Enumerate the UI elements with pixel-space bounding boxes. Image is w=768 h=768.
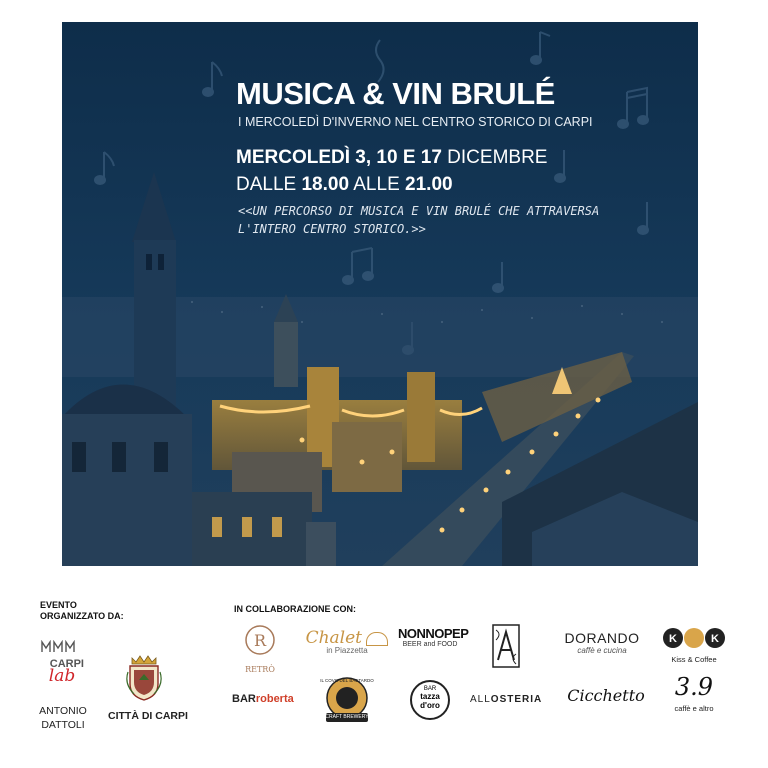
- carpi-lab-caption: [38, 704, 88, 732]
- cicchetto-label: Cicchetto: [567, 686, 645, 705]
- event-subtitle: I MERCOLEDÌ D'INVERNO NEL CENTRO STORICO DI CARPI: [238, 115, 593, 129]
- bar-roberta-name: roberta: [255, 693, 294, 705]
- organizer-header-line2: ORGANIZZATO DA:: [40, 611, 124, 621]
- event-dates-bold: MERCOLEDÌ 3, 10 E 17: [236, 147, 442, 168]
- partner-dorando-logo: [560, 630, 644, 655]
- event-poster: [62, 22, 698, 566]
- partner-bar-roberta-logo: [232, 693, 294, 705]
- event-hours: [236, 174, 453, 196]
- event-title: MUSICA & VIN BRULÉ: [236, 76, 555, 111]
- city-of-carpi-caption: CITTÀ DI CARPI: [108, 710, 188, 722]
- bar-roberta-bar: BAR: [232, 693, 256, 705]
- covo-label: IL COVO DEL BASTARDO: [320, 678, 374, 683]
- nonnopep-label: NONNOPEP: [398, 626, 469, 641]
- chalet-sublabel: in Piazzetta: [326, 646, 368, 655]
- organizer-header-line1: EVENTO: [40, 600, 77, 610]
- quote-line-1: <<UN PERCORSO DI MUSICA E VIN BRULÉ CHE ATTRAVERSA: [238, 204, 600, 218]
- carpi-lab-logo: [40, 640, 84, 686]
- retro-emblem-icon: [238, 624, 282, 660]
- hours-prefix: DALLE: [236, 174, 302, 195]
- allosteria-label: OSTERIA: [490, 694, 543, 705]
- carpi-lab-mark-icon: [40, 640, 84, 654]
- tre9-sublabel: caffè e altro: [674, 704, 714, 713]
- kiss-coffee-circles-icon: [662, 626, 726, 650]
- partner-cicchetto-logo: [564, 686, 648, 705]
- hours-from: 18.00: [301, 174, 350, 195]
- dorando-sublabel: caffè e cucina: [577, 646, 627, 655]
- tazza-doro-label: tazza d'oro: [420, 692, 440, 710]
- partner-tazza-doro-logo: [410, 680, 450, 720]
- nonnopep-sublabel: BEER and FOOD: [402, 641, 458, 648]
- event-quote: [238, 202, 658, 238]
- partner-nonnopep-logo: [398, 626, 469, 666]
- carpi-lab-script: lab: [48, 666, 76, 686]
- partner-kiss-coffee-logo: [660, 626, 728, 664]
- carpi-lab-caption-line1: ANTONIO: [39, 705, 87, 717]
- event-dates-month: DICEMBRE: [441, 147, 548, 168]
- hours-middle: ALLE: [349, 174, 406, 195]
- svg-text:R: R: [253, 631, 267, 650]
- kiss-coffee-label: Kiss & Coffee: [671, 655, 717, 664]
- svg-text:K: K: [669, 633, 677, 645]
- covo-sublabel: CRAFT BREWERY: [325, 714, 369, 720]
- chalet-label: Chalet: [305, 628, 362, 648]
- tazza-doro-bar: BAR: [423, 686, 437, 692]
- svg-text:K: K: [711, 633, 719, 645]
- partner-allosteria-logo: [470, 694, 542, 705]
- partner-covo-logo: [320, 676, 374, 724]
- carpi-coat-of-arms-icon: [126, 654, 162, 702]
- retro-label: RETRÒ: [245, 665, 275, 674]
- dorando-label: DORANDO: [564, 630, 640, 646]
- collaboration-header: IN COLLABORAZIONE CON:: [234, 604, 356, 614]
- allosteria-prefix: ALL: [470, 694, 491, 705]
- tre9-label: 3.9: [674, 673, 714, 701]
- hours-to: 21.00: [405, 174, 453, 195]
- organizer-header: [40, 600, 124, 622]
- partner-chalet-logo: [302, 628, 392, 662]
- carpi-lab-top: CARPI: [49, 658, 84, 670]
- partner-a-emblem-icon: [492, 624, 520, 668]
- quote-line-2: L'INTERO CENTRO STORICO.>>: [238, 222, 426, 236]
- event-dates: [236, 147, 547, 169]
- chalet-house-icon: [366, 632, 388, 646]
- carpi-lab-caption-line2: DATTOLI: [41, 719, 85, 731]
- partner-3-9-logo: [664, 674, 724, 713]
- partner-retro-logo: [238, 624, 282, 674]
